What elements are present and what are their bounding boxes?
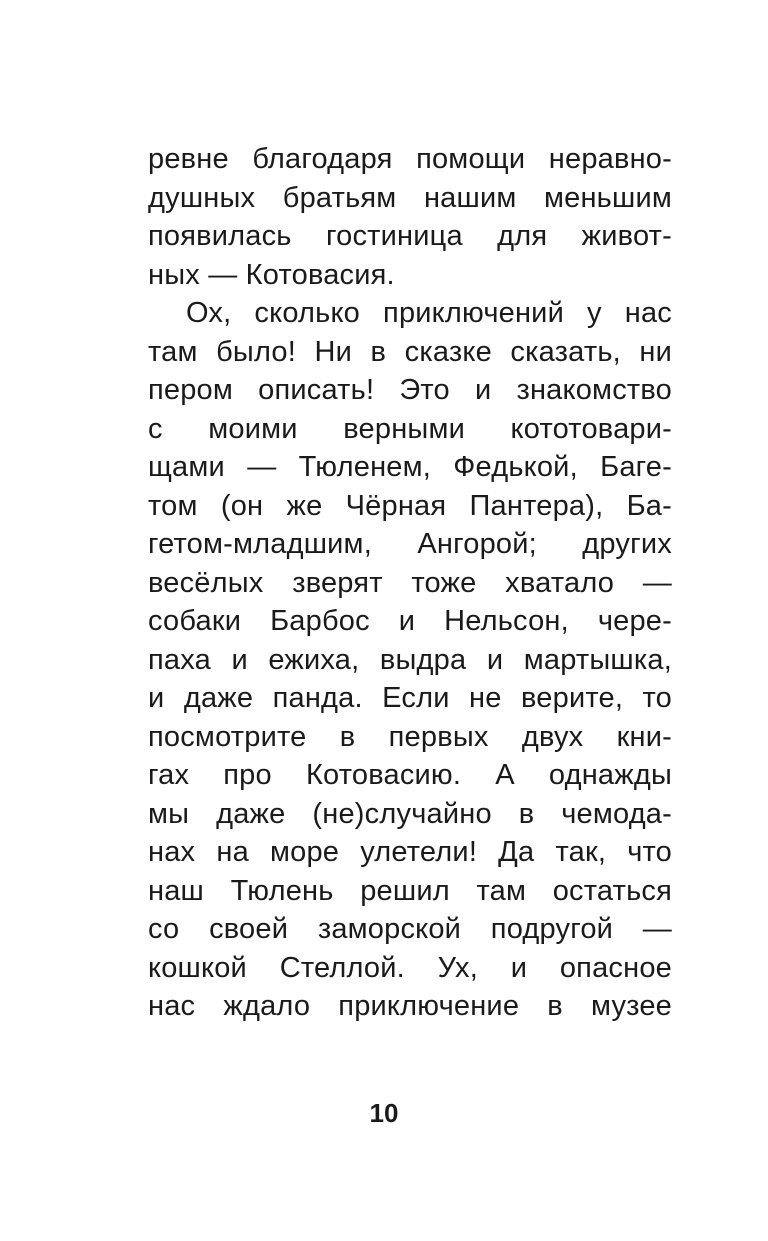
text-line: наш Тюлень решил там остаться [148, 874, 672, 907]
text-line: там было! Ни в сказке сказать, ни [148, 335, 672, 368]
body-text [148, 140, 672, 1026]
text-line: весёлых зверят тоже хватало — [148, 566, 672, 599]
text-line: кошкой Стеллой. Ух, и опасное [148, 951, 672, 984]
text-line: ных — Котовасия. [148, 258, 395, 291]
text-line: гетом-младшим, Ангорой; других [148, 528, 672, 560]
text-line: появилась гостиница для живот- [148, 220, 672, 252]
text-line: и даже панда. Если не верите, то [148, 682, 672, 714]
text-line: с моими верными кототовари- [148, 412, 672, 445]
text-line: ревне благодаря помощи неравно- [148, 143, 672, 175]
text-line: душных братьям нашим меньшим [148, 181, 672, 214]
text-line: нах на море улетели! Да так, что [148, 836, 672, 868]
text-line: посмотрите в первых двух кни- [148, 720, 672, 753]
text-line: том (он же Чёрная Пантера), Ба- [148, 489, 672, 522]
text-line: собаки Барбос и Нельсон, чере- [148, 605, 672, 637]
text-line: нас ждало приключение в музее [148, 990, 672, 1022]
text-line: пером описать! Это и знакомство [148, 374, 672, 406]
text-line: Ох, сколько приключений у нас [186, 297, 672, 329]
text-line: щами — Тюленем, Федькой, Баге- [148, 451, 672, 483]
text-line: паха и ежиха, выдра и мартышка, [148, 643, 672, 676]
text-line: гах про Котовасию. А однажды [148, 759, 672, 791]
text-line: со своей заморской подругой — [148, 913, 672, 945]
text-line: мы даже (не)случайно в чемода- [148, 797, 672, 830]
page-number: 10 [369, 1098, 399, 1128]
